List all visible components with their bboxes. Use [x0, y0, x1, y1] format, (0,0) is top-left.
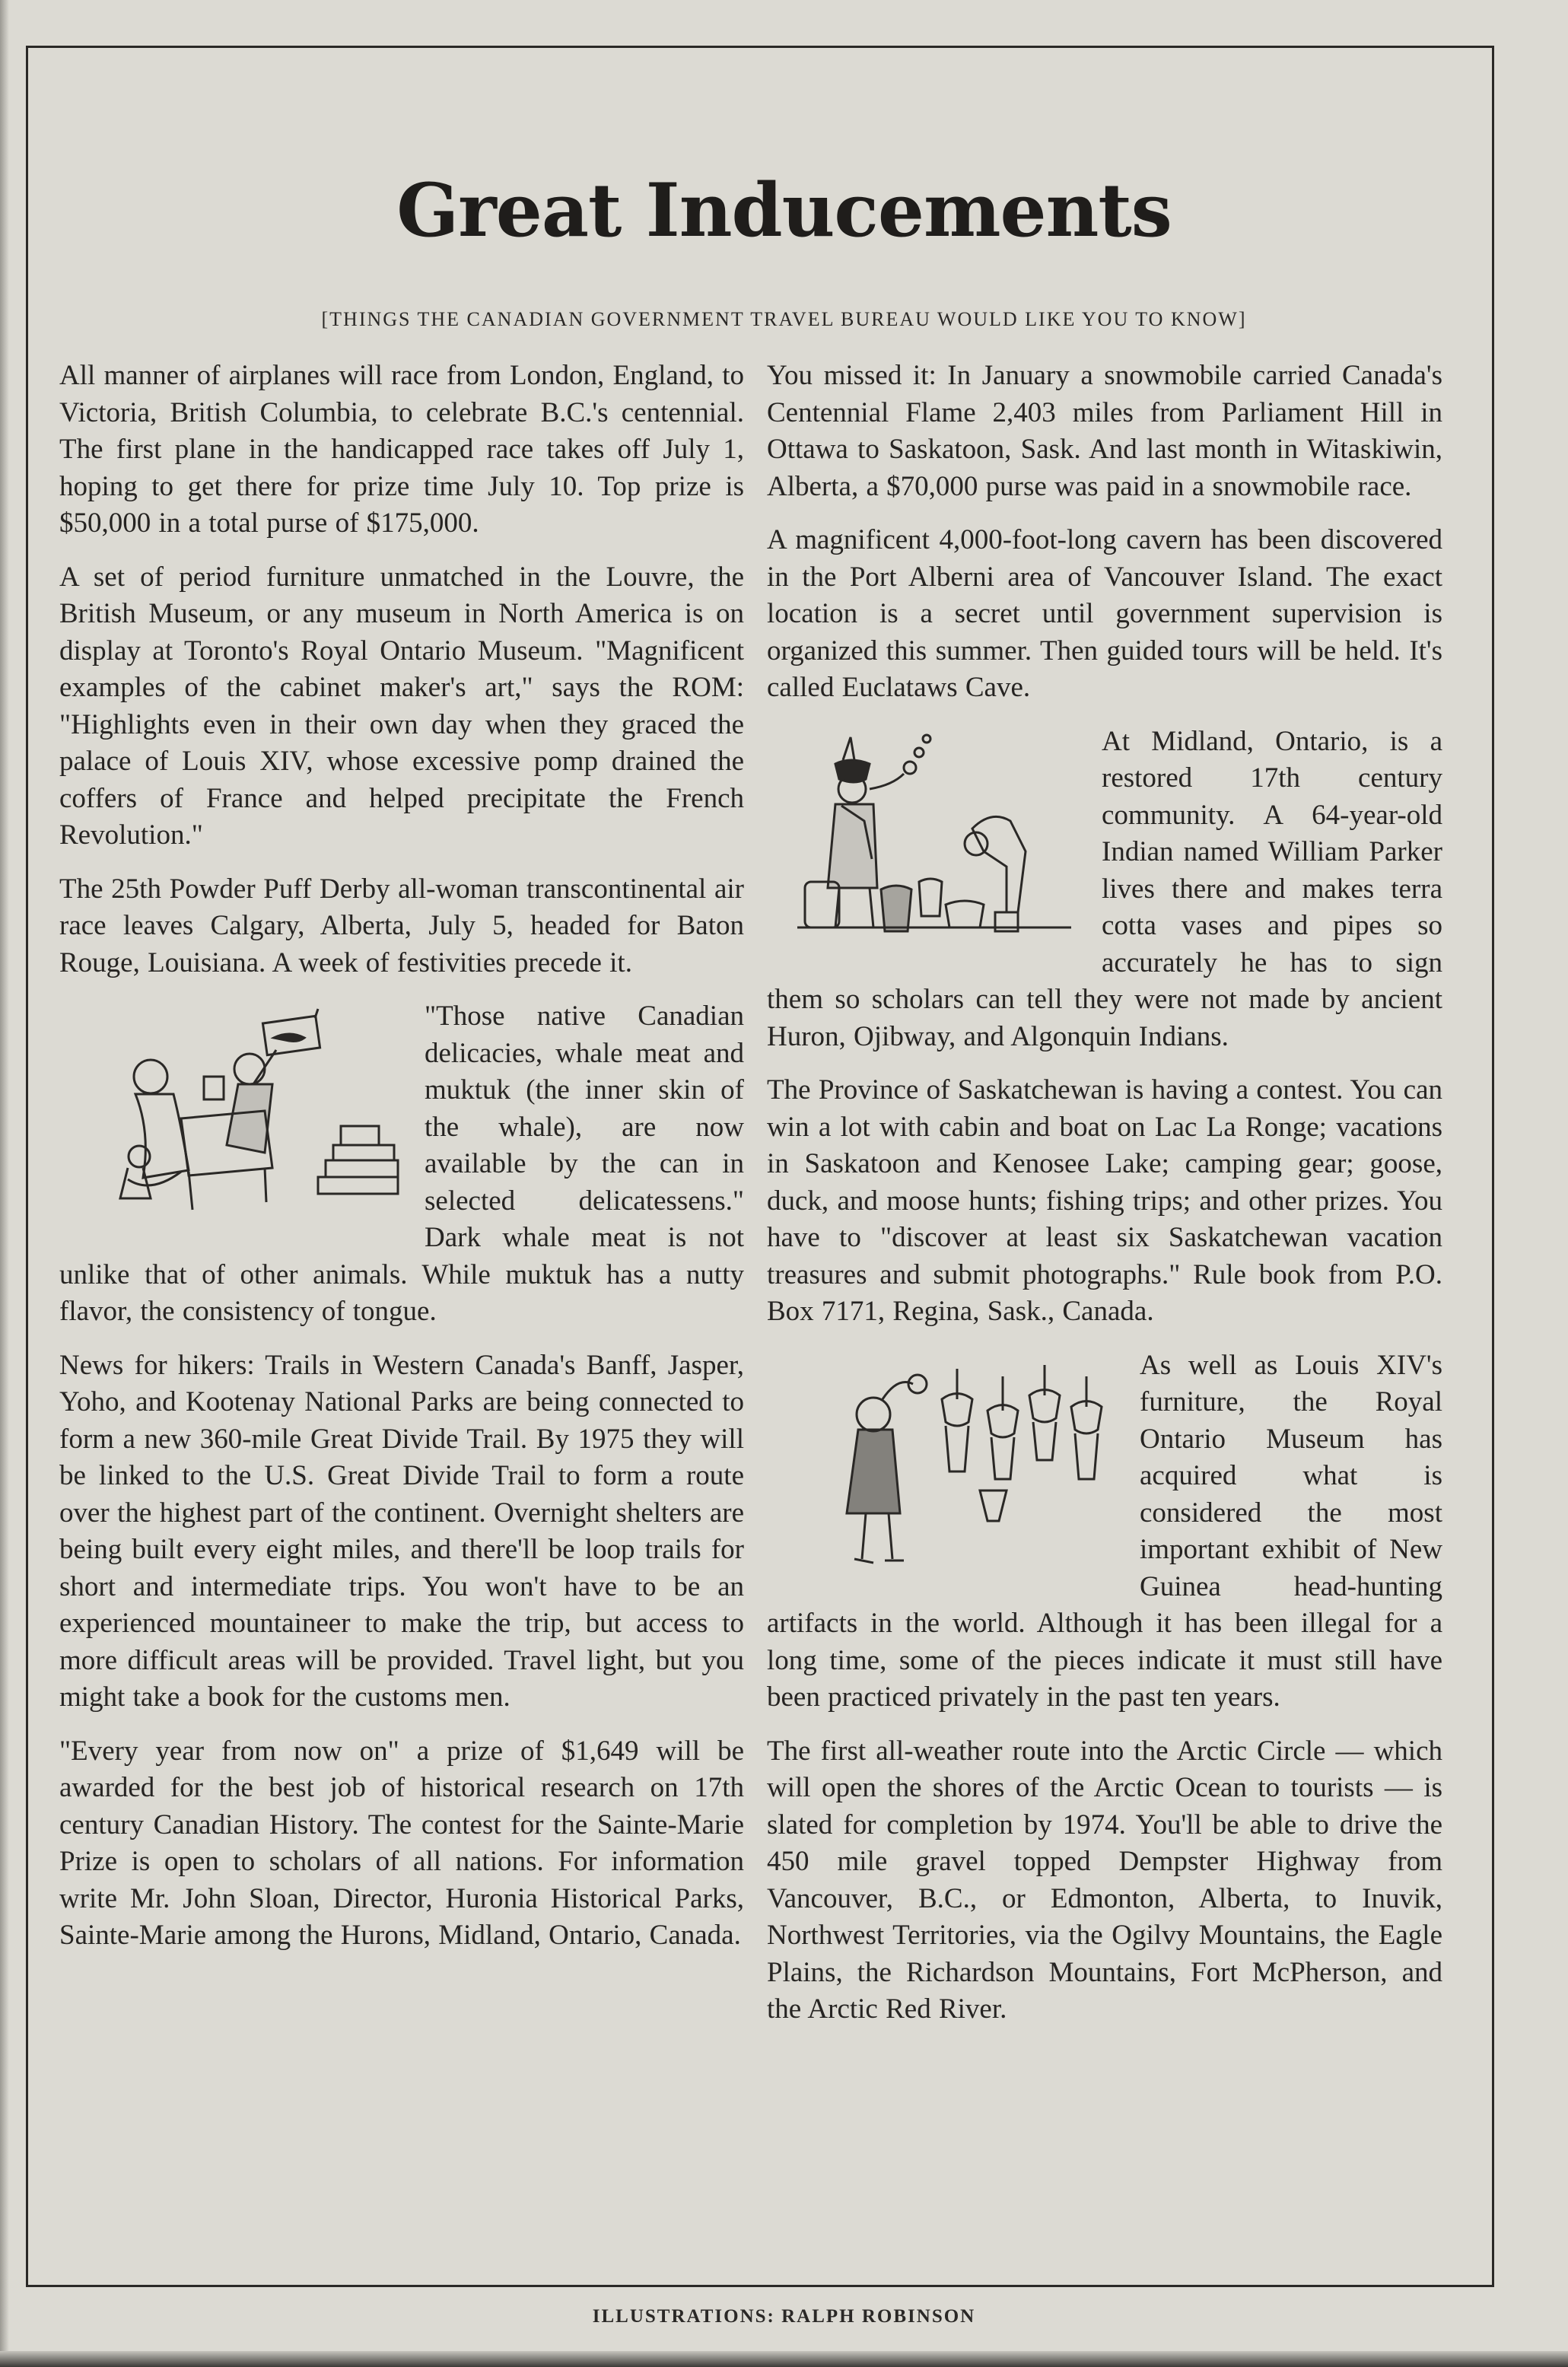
paragraph-cavern: A magnificent 4,000-foot-long cavern has been discovered in the Port Alberni area of Vancouver Island. The exact location is a secret until government supervision is organized this summer. Then guided tours will be held. It's called Euclataws Cave. — [767, 524, 1442, 703]
binding-shadow — [0, 0, 9, 2367]
paragraph-hikers-trail: News for hikers: Trails in Western Canada's Banff, Jasper, Yoho, and Kootenay National Parks are being connected to form a new 360-mile Great Divide Trail. By 1975 they will be linked to the U.S. Great Divide Trail to form a route over the highest part of the continent. Overnight shelters are being built every eight miles, and there'll be loop trails for short and intermediate trips. You won't have to be an experienced mountaineer to make the trip, but access to more difficult areas will be provided. Travel light, but you might take a book for the customs men. — [59, 1349, 744, 1713]
paragraph-midland-potter: At Midland, Ontario, is a restored 17th century community. A 64-year-old Indian named William Parker lives there and makes terra cotta vases and pipes so accurately he has to sign them so scholars can tell they were not made by ancient Huron, Ojibway, and Algonquin Indians. — [767, 725, 1442, 1052]
paragraph-arctic-route: The first all-weather route into the Arctic Circle — which will open the shores of the Arctic Ocean to tourists — is slated for completion by 1974. You'll be able to drive the 450 mile gravel topped Dempster Highway from Vancouver, B.C., or Edmonton, Alberta, to Inuvik, Northwest Territories, via the Ogilvy Mountains, the Eagle Plains, the Richardson Mountains, Fort McPherson, and the Arctic Red River. — [767, 1735, 1442, 2025]
paragraph-period-furniture: A set of period furniture unmatched in the Louvre, the British Museum, or any museum in North America is on display at Toronto's Royal Ontario Museum. "Magnificent examples of the cabinet maker's art," says the ROM: "Highlights even in their own day when they graced the palace of Louis XIV, whose excessive pomp drained the coffers of France and helped precipitate the French Revolution." — [59, 561, 744, 851]
paragraph-head-hunting-exhibit: As well as Louis XIV's furniture, the Royal Ontario Museum has acquired what is considered the most important exhibit of New Guinea head-hunting artifacts in the world. Although it has been illegal for a long time, some of the pieces indicate it must still have been practiced privately in the past ten years. — [767, 1349, 1442, 1713]
paragraph-snowmobile: You missed it: In January a snowmobile carried Canada's Centennial Flame 2,403 miles from Parliament Hill in Ottawa to Saskatoon, Sask. And last month in Witaskiwin, Alberta, a $70,000 purse was paid in a snowmobile race. — [767, 360, 1442, 502]
bottom-edge-shadow — [0, 2351, 1568, 2367]
illustrations-credit: ILLUSTRATIONS: RALPH ROBINSON — [592, 2306, 976, 2327]
paragraph-airplane-race: All manner of airplanes will race from London, England, to Victoria, British Columbia, to celebrate B.C.'s centennial. The first plane in the handicapped race takes off July 1, hoping to get there for prize time July 10. Top prize is $50,000 in a total purse of $175,000. — [59, 360, 744, 539]
pottery-maker-illustration — [782, 730, 1086, 950]
left-column — [59, 358, 744, 1971]
right-column — [767, 358, 1442, 2045]
paragraph-whale-meat: "Those native Canadian delicacies, whale meat and muktuk (the inner skin of the whale), are now available by the can in selected delicatessens." Dark whale meat is not unlike that of other animals. While muktuk has a nutty flavor, the consistency of tongue. — [59, 1001, 744, 1327]
page-subtitle: [THINGS THE CANADIAN GOVERNMENT TRAVEL BUREAU WOULD LIKE YOU TO KNOW] — [321, 308, 1247, 330]
paragraph-saskatchewan-contest: The Province of Saskatchewan is having a contest. You can win a lot with cabin and boat on Lac La Ronge; vacations in Saskatoon and Kenosee Lake; camping gear; goose, duck, and moose hunts; fishing trips; and other prizes. You have to "discover at least six Saskatchewan vacation treasures and submit photographs." Rule book from P.O. Box 7171, Regina, Sask., Canada. — [767, 1074, 1442, 1327]
head-hunting-artifacts-illustration — [813, 1354, 1124, 1574]
page-title: Great Inducements — [396, 167, 1172, 253]
whale-can-illustration — [97, 1004, 409, 1225]
paragraph-sainte-marie-prize: "Every year from now on" a prize of $1,649 will be awarded for the best job of historical research on 17th century Canadian History. The contest for the Sainte-Marie Prize is open to scholars of all nations. For information write Mr. John Sloan, Director, Huronia Historical Parks, Sainte-Marie among the Hurons, Midland, Ontario, Canada. — [59, 1735, 744, 1951]
paragraph-powder-puff-derby: The 25th Powder Puff Derby all-woman transcontinental air race leaves Calgary, Alberta, July 5, headed for Baton Rouge, Louisiana. A week of festivities precede it. — [59, 873, 744, 978]
